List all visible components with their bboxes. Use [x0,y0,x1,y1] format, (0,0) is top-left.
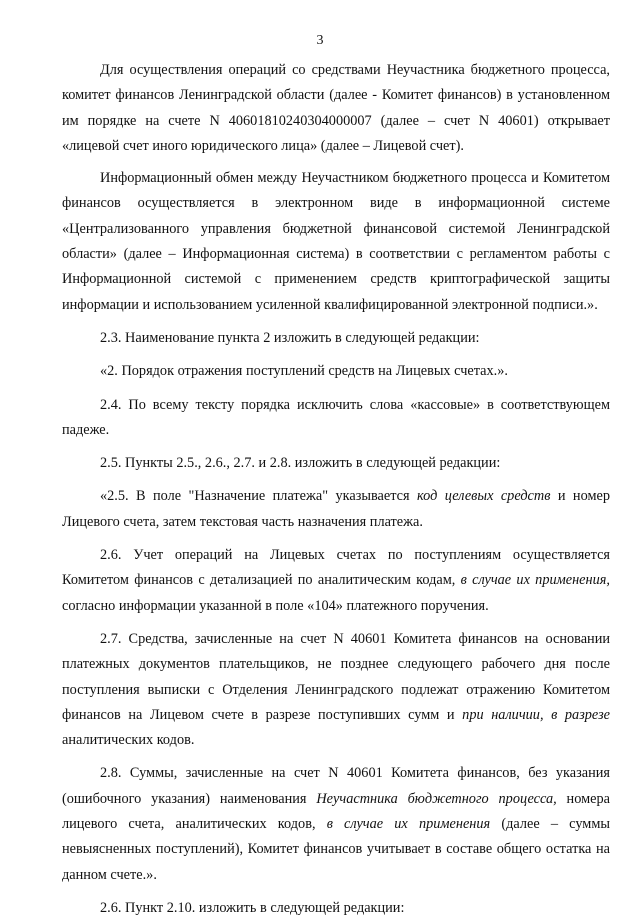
text-span: 2.7. Средства, зачисленные на счет N 40601 Комитета финансов на основании платежных документов плательщиков, не позднее следующего рабочего дня после поступления выписки с Отделения Ленинградского подлежат отражению Комитетом финансов на Лицевом счете в разрезе поступивших сумм и [62,630,610,723]
text-span: 2.6. Учет операций на Лицевых счетах по поступлениям осуществляется Комитетом финансов с детализацией по аналитическим кодам, [62,547,610,589]
text-span: и номер Лицевого счета, затем текстовая часть назначения платежа. [62,488,610,530]
paragraph-2: Информационный обмен между Неучастником бюджетного процесса и Комитетом финансов осуществляется в электронном виде в информационной системе «Централизованного управления бюджетной финансовой системой Ленинградской области» (далее – Информационная система) в соответствии с регламентом работы с Информационной системой с применением средств криптографической защиты информации и использованием усиленной квалифицированной электронной подписи.». [62,170,610,313]
paragraph-item-2-5 [62,484,610,535]
paragraph-2-5: 2.5. Пункты 2.5., 2.6., 2.7. и 2.8. изложить в следующей редакции: [100,455,501,472]
paragraph-2-6: 2.6. Пункт 2.10. изложить в следующей редакции: [100,899,405,916]
italic-span: Неучастника бюджетного процесса, [316,790,557,807]
paragraph-1: Для осуществления операций со средствами Неучастника бюджетного процесса, комитет финансов Ленинградской области (далее - Комитет финансов) в установленном им порядке на счете N 40601810240304000007 (далее – счет N 40601) открывает «лицевой счет иного юридического лица» (далее – Лицевой счет). [62,62,610,154]
text-span: аналитических кодов. [62,732,195,749]
italic-span: код целевых средств [417,488,551,505]
text-span: 2.8. Суммы, зачисленные на счет N 40601 Комитета финансов, без указания (ошибочного указания) наименования [62,765,610,807]
paragraph-2-3: 2.3. Наименование пункта 2 изложить в следующей редакции: [100,329,480,346]
italic-span: при наличии, в разрезе [462,706,610,723]
text-span: (далее – суммы невыясненных поступлений), Комитет финансов учитывает в составе общего остатка на данном счете.». [62,816,610,883]
paragraph-item-2-8 [62,761,610,887]
text-span: номера лицевого счета, аналитических кодов, [62,790,610,833]
paragraph-item-2-6 [62,543,610,619]
page-number: 3 [316,33,324,48]
paragraph-item-2-7 [62,627,610,753]
document-body [62,58,610,921]
italic-span: в случае их применения [326,816,491,833]
paragraph-2-4: 2.4. По всему тексту порядка исключить слова «кассовые» в соответствующем падеже. [62,396,610,438]
italic-span: в случае их применения, [460,572,610,589]
text-span: «2.5. В поле "Назначение платежа" указывается [100,488,417,505]
text-span: согласно информации указанной в поле «104» платежного поручения. [62,597,489,614]
paragraph-heading-2: «2. Порядок отражения поступлений средств на Лицевых счетах.». [100,363,508,380]
